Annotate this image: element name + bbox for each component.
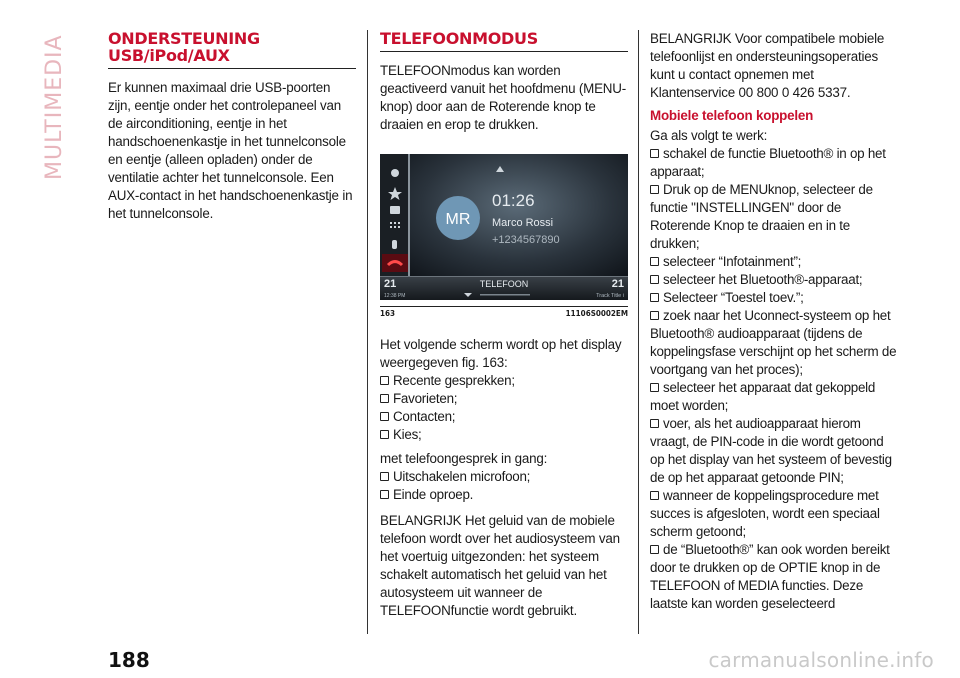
microphone-icon	[392, 240, 397, 249]
figure-code: 11106S0002EM	[565, 309, 628, 318]
list-item: Kies;	[380, 426, 628, 444]
caller-initials: MR	[445, 211, 471, 228]
recent-calls-icon	[391, 169, 399, 177]
phone-screen-illustration	[380, 154, 628, 300]
site-watermark: carmanualsonline.info	[708, 648, 934, 672]
phone-screen-figure	[380, 154, 628, 300]
usb-heading-line2: USB/iPod/AUX	[108, 46, 230, 65]
usb-heading	[108, 30, 356, 69]
checkbox-bullet-icon	[380, 430, 389, 439]
checkbox-bullet-icon	[650, 545, 659, 554]
list-item: Contacten;	[380, 408, 628, 426]
list-item: zoek naar het Uconnect-systeem op het Bluetooth® audioapparaat (tijdens de koppelingsfase verschijnt op het scherm de voortgang van het proces);	[650, 308, 897, 377]
checkbox-bullet-icon	[380, 472, 389, 481]
list-item: Einde oproep.	[380, 486, 628, 504]
checkbox-bullet-icon	[650, 185, 659, 194]
phone-mode-intro: TELEFOONmodus kan worden geactiveerd vanuit het hoofdmenu (MENU-knop) door aan de Roterende knop te draaien en erop te drukken.	[380, 63, 627, 132]
list-item: selecteer het Bluetooth®-apparaat;	[650, 271, 900, 289]
checkbox-bullet-icon	[650, 419, 659, 428]
list-item: voer, als het audioapparaat hierom vraagt, de PIN-code in die wordt getoond op het display van het systeem of bevestig de op het apparaat getoonde PIN;	[650, 416, 892, 485]
call-description: met telefoongesprek in gang:	[380, 451, 548, 466]
left-temperature: 21	[384, 278, 397, 290]
checkbox-bullet-icon	[380, 412, 389, 421]
checkbox-bullet-icon	[650, 275, 659, 284]
call-timer: 01:26	[492, 191, 535, 210]
usb-paragraph: Er kunnen maximaal drie USB-poorten zijn, eentje onder het controlepaneel van de airconditioning, eentje in het handschoenenkastje in het tunnelconsole en eentje (alleen opladen) onder de ventilatie achter het tunnelconsole. Een AUX-contact in het handschoenenkastje in het tunnelconsole.	[108, 80, 353, 221]
column-usb-support	[108, 30, 356, 223]
screen-description: Het volgende scherm wordt op het display weergegeven fig. 163:	[380, 337, 622, 370]
pairing-lead: Ga als volgt te werk:	[650, 128, 768, 143]
checkbox-bullet-icon	[650, 293, 659, 302]
list-item: wanneer de koppelingsprocedure met succes is afgesloten, wordt een speciaal scherm getoond;	[650, 488, 880, 539]
checkbox-bullet-icon	[380, 394, 389, 403]
usb-heading-line1: ONDERSTEUNING	[108, 29, 260, 48]
list-item: Druk op de MENUknop, selecteer de functie "INSTELLINGEN" door de Roterende Knop te draaien en in te drukken;	[650, 182, 873, 251]
figure-caption	[380, 306, 628, 318]
checkbox-bullet-icon	[650, 311, 659, 320]
list-item: Uitschakelen microfoon;	[380, 468, 628, 486]
track-title: Track Title i	[596, 293, 624, 299]
column-divider-2	[638, 30, 639, 634]
column-divider-1	[367, 30, 368, 634]
checkbox-bullet-icon	[650, 149, 659, 158]
call-items-list	[380, 468, 628, 504]
column-phone-mode	[380, 30, 628, 620]
checkbox-bullet-icon	[650, 383, 659, 392]
checkbox-bullet-icon	[380, 376, 389, 385]
right-temperature: 21	[611, 278, 624, 290]
compatibility-note: BELANGRIJK Voor compatibele mobiele telefoonlijst en ondersteuningsoperaties kunt u contact opnemen met Klantenservice 00 800 0 426 5337.	[650, 31, 885, 100]
pairing-heading: Mobiele telefoon koppelen	[650, 108, 814, 123]
caller-name: Marco Rossi	[492, 217, 554, 229]
list-item: Favorieten;	[380, 390, 628, 408]
caller-number: +1234567890	[492, 234, 560, 246]
list-item: de “Bluetooth®” kan ook worden bereikt door te drukken op de OPTIE knop in de TELEFOON of MEDIA functies. Deze laatste kan worden geselecteerd	[650, 542, 890, 611]
checkbox-bullet-icon	[380, 490, 389, 499]
list-item: selecteer “Infotainment”;	[650, 253, 900, 271]
page-number: 188	[108, 648, 150, 672]
list-item: Selecteer “Toestel toev.”;	[650, 289, 900, 307]
list-item: schakel de functie Bluetooth® in op het apparaat;	[650, 146, 886, 179]
phone-audio-note: BELANGRIJK Het geluid van de mobiele telefoon wordt over het audiosysteem van het voertuig uitgezonden: het systeem schakelt automatisch het geluid van het autosysteem uit wanneer de TELEFOONfunctie wordt gebruikt.	[380, 513, 620, 618]
figure-number: 163	[380, 309, 396, 318]
screen-items-list	[380, 372, 628, 444]
checkbox-bullet-icon	[650, 491, 659, 500]
status-time: 12:38 PM	[384, 293, 406, 299]
section-side-label: MULTIMEDIA	[42, 34, 67, 180]
list-item: selecteer het apparaat dat gekoppeld moet worden;	[650, 380, 876, 413]
column-phone-pairing	[650, 30, 900, 613]
phone-mode-heading: TELEFOONMODUS	[380, 30, 628, 52]
list-item: Recente gesprekken;	[380, 372, 628, 390]
contacts-icon	[390, 206, 400, 214]
mode-label: TELEFOON	[479, 279, 529, 289]
checkbox-bullet-icon	[650, 257, 659, 266]
pairing-steps-list	[650, 145, 900, 613]
